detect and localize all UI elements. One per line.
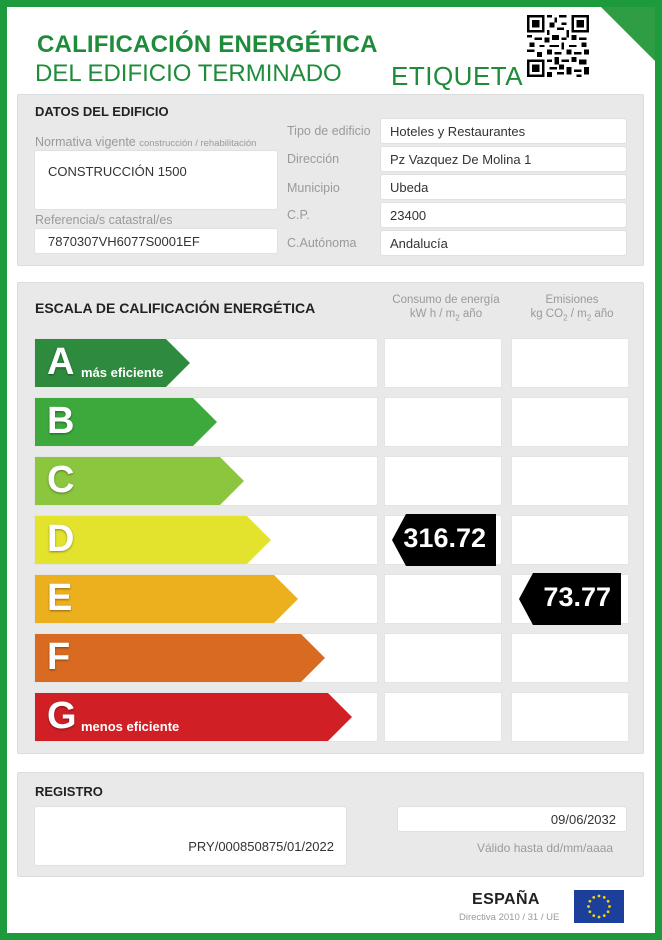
emissions-header-line2: kg $CO_2 / m_2$ año [530,308,614,323]
consumption-cell-e [384,574,502,624]
field-cp [380,202,627,228]
field-value-cp: 23400 [390,208,427,223]
valid-date-label: Válido hasta dd/mm/aaaa [477,841,614,855]
norm-value: CONSTRUCCIÓN 1500 [48,164,187,179]
grade-arrow-e [35,575,298,623]
eu-star [589,910,592,913]
grade-bar-f [35,634,325,682]
grade-letter: E [47,577,73,619]
consumption-cell-g [384,692,502,742]
eu-star [592,914,595,917]
emissions-cell-d [511,515,629,565]
building-section-title: DATOS DEL EDIFICIO [35,104,169,119]
field-direccion [380,146,627,172]
grade-letter: B [47,400,75,442]
grade-letter: D [47,518,75,560]
eu-star [603,914,606,917]
eu-star [592,896,595,899]
eu-star [607,910,610,913]
grade-letter: F [47,636,71,678]
eu-star [598,895,601,898]
qr-code-icon [527,15,589,77]
title-line-2: DEL EDIFICIO TERMINADO [35,60,342,87]
grade-bar-g [35,693,352,741]
grade-subtitle: más eficiente [81,365,164,380]
eu-flag-icon [574,890,624,923]
field-value-direccion: Pz Vazquez De Molina 1 [390,152,532,167]
directive-text: Directiva 2010 / 31 / UE [459,912,560,923]
field-label-comunidad: C.Autónoma [287,236,357,250]
cadastral-value: 7870307VH6077S0001EF [48,234,200,249]
eu-star [598,916,601,919]
grade-bar-b [35,398,217,446]
registry-number-field [34,806,347,866]
registry-number: PRY/000850875/01/2022 [188,839,334,854]
grade-bar-a [35,339,190,387]
corner-ribbon [594,0,662,68]
field-label-cp: C.P. [287,208,310,222]
grade-bar-d [35,516,271,564]
eu-star [603,896,606,899]
norm-label [35,135,256,149]
field-value-tipo: Hoteles y Restaurantes [390,124,526,139]
field-label-tipo: Tipo de edificio [287,124,371,138]
title-line-1: CALIFICACIÓN ENERGÉTICA [37,31,378,58]
grade-subtitle: menos eficiente [81,719,180,734]
field-value-comunidad: Andalucía [390,236,448,251]
norm-label-text: Normativa vigente [35,135,136,149]
valid-date-field [397,806,627,832]
norm-sublabel: construcción / rehabilitación [139,138,257,149]
emissions-header [511,293,633,325]
eu-star [608,905,611,908]
emissions-cell-f [511,633,629,683]
field-municipio [380,174,627,200]
field-label-municipio: Municipio [287,181,340,195]
emissions-cell-c [511,456,629,506]
grade-arrow-f [35,634,325,682]
country-name: ESPAÑA [472,891,540,908]
grade-letter: C [47,459,75,501]
grade-bar-c [35,457,244,505]
field-label-direccion: Dirección [287,152,340,166]
eu-star [607,900,610,903]
consumption-rating-tag [392,514,496,564]
consumption-cell-a [384,338,502,388]
cadastral-field [34,228,278,254]
emissions-cell-b [511,397,629,447]
eu-star [587,905,590,908]
emissions-value: 73.77 [543,582,611,612]
consumption-header [385,293,507,325]
consumption-cell-f [384,633,502,683]
field-comunidad [380,230,627,256]
grade-bar-e [35,575,298,623]
consumption-header-line2: kW h / $m_2$ año [409,308,483,323]
scale-section-title: ESCALA DE CALIFICACIÓN ENERGÉTICA [35,300,316,316]
norm-field [34,150,278,210]
emissions-cell-a [511,338,629,388]
registry-section-title: REGISTRO [35,784,103,799]
grade-letter: A [47,341,75,383]
consumption-cell-b [384,397,502,447]
emissions-header-line1: Emisiones [545,294,599,306]
label-word: ETIQUETA [391,61,524,91]
grade-letter: G [47,695,77,737]
valid-date: 09/06/2032 [550,812,616,827]
emissions-cell-g [511,692,629,742]
field-tipo [380,118,627,144]
emissions-rating-tag [519,573,621,623]
cadastral-label: Referencia/s catastral/es [35,213,173,227]
consumption-header-line1: Consumo de energía [392,294,500,306]
consumption-cell-c [384,456,502,506]
field-value-municipio: Ubeda [390,180,429,195]
consumption-value: 316.72 [403,523,486,553]
eu-star [589,900,592,903]
